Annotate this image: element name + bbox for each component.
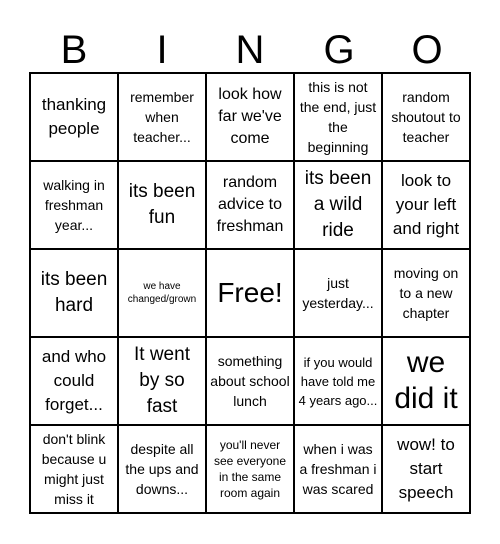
cell-text: remember when teacher... <box>130 89 194 145</box>
bingo-cell[interactable] <box>30 249 118 337</box>
bingo-cell[interactable] <box>30 425 118 513</box>
bingo-cell[interactable] <box>206 337 294 425</box>
bingo-header <box>30 26 472 74</box>
header-letter-i: I <box>156 28 168 72</box>
bingo-cell[interactable] <box>30 73 118 161</box>
cell-text: look to your left and right <box>392 171 460 238</box>
bingo-cell[interactable] <box>118 161 206 249</box>
cell-text: walking in freshman year... <box>43 177 105 233</box>
header-letter-o: O <box>411 28 443 72</box>
cell-text: this is not the end, just the beginning <box>299 79 377 155</box>
cell-text: wow! to start speech <box>397 435 455 502</box>
bingo-cell[interactable] <box>118 249 206 337</box>
bingo-cell[interactable] <box>294 249 382 337</box>
bingo-cell[interactable] <box>206 73 294 161</box>
bingo-cell[interactable] <box>382 73 470 161</box>
bingo-cell[interactable] <box>30 337 118 425</box>
bingo-card-grid <box>29 72 471 514</box>
bingo-cell[interactable] <box>118 425 206 513</box>
cell-text: despite all the ups and downs... <box>125 441 199 497</box>
bingo-cell[interactable] <box>206 161 294 249</box>
bingo-cell[interactable] <box>382 161 470 249</box>
bingo-cell[interactable] <box>294 161 382 249</box>
bingo-cell[interactable] <box>118 337 206 425</box>
cell-text: its been fun <box>128 181 196 228</box>
bingo-cell[interactable] <box>294 337 382 425</box>
cell-text: It went by so fast <box>134 344 190 417</box>
cell-text: we have changed/grown <box>127 281 197 305</box>
cell-text: random shoutout to teacher <box>391 89 461 145</box>
cell-text: just yesterday... <box>302 275 374 311</box>
cell-text: you'll never see everyone in the same room again <box>213 438 287 500</box>
bingo-cell[interactable] <box>294 73 382 161</box>
cell-text: its been hard <box>40 269 108 316</box>
bingo-cell[interactable] <box>30 161 118 249</box>
header-letter-g: G <box>323 28 355 72</box>
bingo-cell[interactable] <box>206 425 294 513</box>
cell-text: its been a wild ride <box>304 168 372 241</box>
cell-text: look how far we've come <box>218 86 282 147</box>
bingo-cell[interactable] <box>118 73 206 161</box>
cell-text: thanking people <box>41 95 107 138</box>
cell-text: moving on to a new chapter <box>393 265 459 321</box>
cell-text: something about school lunch <box>210 353 290 409</box>
cell-text: don't blink because u might just miss it <box>41 431 107 507</box>
cell-text: we did it <box>394 346 458 415</box>
cell-text: and who could forget... <box>41 347 107 414</box>
bingo-cell[interactable] <box>382 337 470 425</box>
bingo-cell[interactable] <box>382 425 470 513</box>
bingo-cell[interactable] <box>382 249 470 337</box>
header-letter-b: B <box>60 28 88 72</box>
cell-text: Free! <box>217 277 283 308</box>
cell-text: random advice to freshman <box>216 174 284 235</box>
cell-text: if you would have told me 4 years ago... <box>298 354 378 408</box>
cell-text: when i was a freshman i was scared <box>299 441 377 497</box>
bingo-free-space[interactable] <box>206 249 294 337</box>
bingo-cell[interactable] <box>294 425 382 513</box>
header-letter-n: N <box>235 28 265 72</box>
